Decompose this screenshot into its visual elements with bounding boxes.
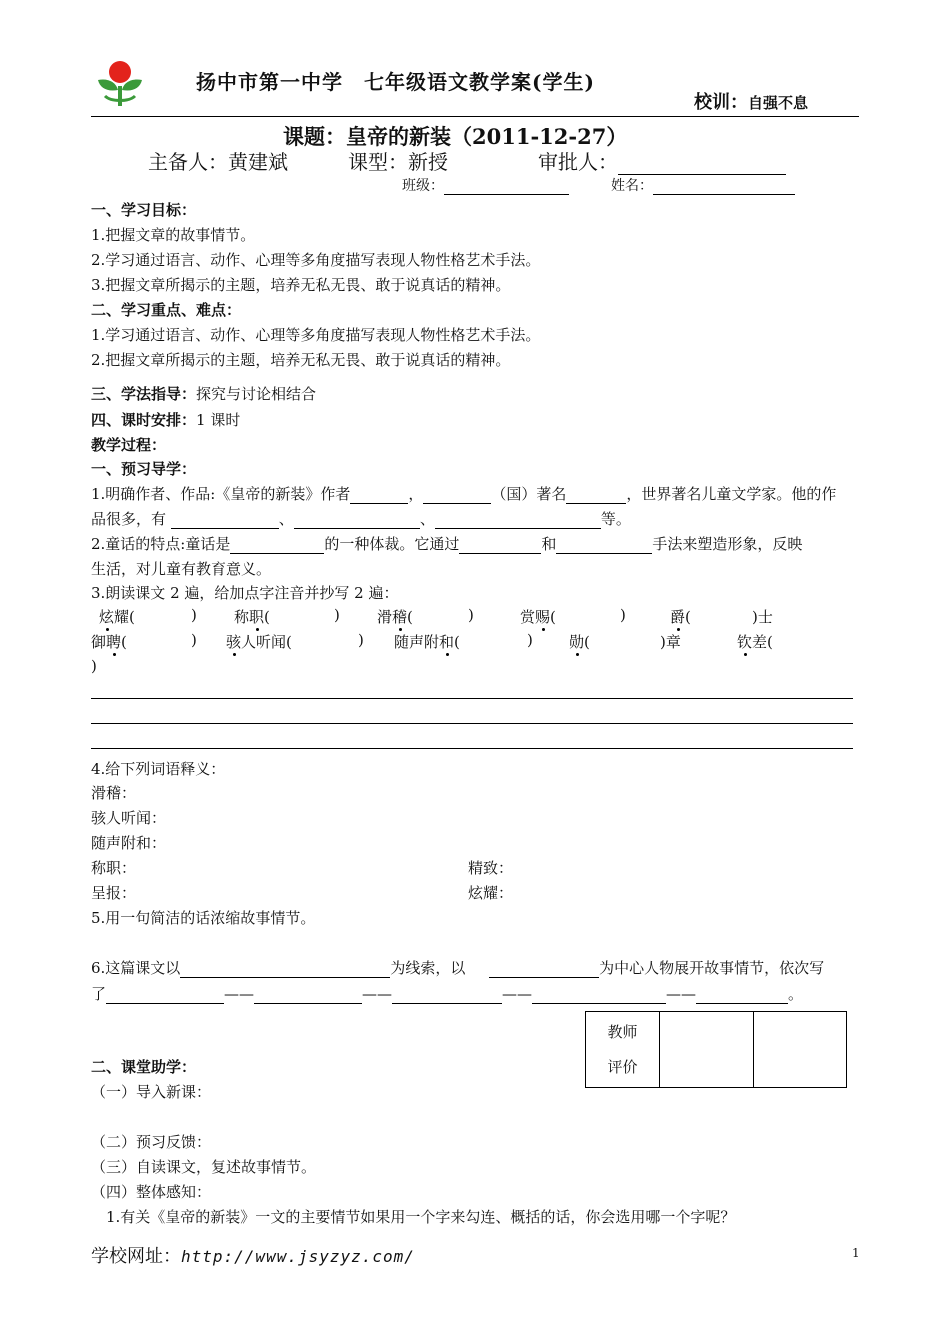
technique-blank-2[interactable] [556, 536, 652, 554]
pinyin-item: 御聘( [91, 633, 127, 651]
teacher-evaluation-table [585, 1011, 847, 1088]
name-label: 姓名： [611, 178, 653, 194]
classroom-item: （三）自读课文，复述故事情节。 [91, 1158, 317, 1176]
schedule-value: 1 课时 [196, 411, 241, 429]
author-blank[interactable] [350, 486, 408, 504]
title-blank[interactable] [566, 486, 626, 504]
copy-line[interactable] [91, 748, 853, 749]
question-2-line-2: 生活，对儿童有教育意义。 [91, 560, 272, 578]
pinyin-close: ) [91, 657, 97, 675]
goals-heading: 一、学习目标： [91, 201, 197, 219]
lesson-title: 课题：皇帝的新装（2011-12-27） [283, 124, 628, 149]
pinyin-item: 称职( [234, 608, 270, 626]
pinyin-close: ) [191, 606, 197, 624]
pinyin-item: 炫耀( [99, 608, 135, 626]
preview-heading: 一、预习导学： [91, 460, 197, 478]
clue-blank[interactable] [180, 960, 390, 978]
class-blank[interactable] [444, 177, 569, 195]
plot-blank[interactable] [392, 986, 502, 1004]
class-field [402, 175, 569, 195]
pinyin-item: 赏赐( [520, 608, 556, 626]
work-blank-3[interactable] [435, 511, 601, 529]
page-number: 1 [852, 1246, 860, 1260]
term: 称职： [91, 859, 137, 877]
character-blank[interactable] [489, 960, 599, 978]
motto-label: 校训： [694, 92, 748, 113]
q1-text: ，世界著名儿童文学家。他的作 [626, 485, 837, 503]
approver-label: 审批人： [538, 150, 618, 174]
approver-blank[interactable] [618, 157, 786, 175]
evaluation-label-cell [586, 1012, 660, 1088]
pinyin-close: ) [468, 606, 474, 624]
term: 骇人听闻： [91, 809, 167, 827]
pinyin-item: 爵( [670, 608, 691, 626]
q2-text: 的一种体裁。它通过 [324, 535, 460, 553]
preparer: 主备人：黄建斌 [148, 150, 288, 174]
pinyin-item: 钦差( [737, 633, 773, 651]
q2-text: 和 [541, 535, 557, 553]
classroom-heading: 二、课堂助学： [91, 1058, 197, 1076]
q6-dash: —— [666, 985, 697, 1003]
question-1-line-2 [91, 508, 631, 529]
q6-text: 为中心人物展开故事情节，依次写 [599, 959, 825, 977]
question-4: 4.给下列词语释义： [91, 760, 226, 778]
classroom-item: （一）导入新课： [91, 1083, 212, 1101]
pinyin-close: ) [358, 631, 364, 649]
q1-sep: 、 [278, 510, 294, 528]
copy-line[interactable] [91, 698, 853, 699]
pinyin-close: ) [191, 631, 197, 649]
process-heading: 教学过程： [91, 436, 167, 454]
plot-blank[interactable] [254, 986, 362, 1004]
copy-line[interactable] [91, 723, 853, 724]
question-3: 3.朗读课文 2 遍，给加点字注音并抄写 2 遍： [91, 584, 399, 602]
work-blank-2[interactable] [294, 511, 420, 529]
header-rule [91, 116, 859, 117]
genre-blank[interactable] [230, 536, 324, 554]
q1-end: 等。 [600, 510, 631, 528]
country-blank[interactable] [423, 486, 491, 504]
term: 随声附和： [91, 834, 167, 852]
school-website-link[interactable]: http://www.jsyzyz.com/ [181, 1247, 415, 1266]
classroom-item: 1.有关《皇帝的新装》一文的主要情节如果用一个字来勾连、概括的话，你会选用哪一个字呢？ [106, 1208, 736, 1226]
school-logo-icon [97, 60, 143, 108]
school-motto [694, 88, 808, 114]
q6-dash: —— [362, 985, 393, 1003]
plot-blank[interactable] [106, 986, 224, 1004]
work-blank-1[interactable] [171, 511, 279, 529]
q6-text: 了 [91, 985, 107, 1003]
keypoint-item: 1.学习通过语言、动作、心理等多角度描写表现人物性格艺术手法。 [91, 326, 541, 344]
pinyin-item: 随声附和( [394, 633, 460, 651]
pinyin-close: ) [334, 606, 340, 624]
term: 呈报： [91, 884, 137, 902]
question-5: 5.用一句简洁的话浓缩故事情节。 [91, 909, 316, 927]
evaluation-label: 教师 [607, 1022, 638, 1041]
footer [91, 1242, 415, 1268]
method-value: 探究与讨论相结合 [196, 385, 317, 403]
pinyin-item: 骇人听闻( [226, 633, 292, 651]
keypoint-item: 2.把握文章所揭示的主题，培养无私无畏、敢于说真话的精神。 [91, 351, 511, 369]
goal-item: 3.把握文章所揭示的主题，培养无私无畏、敢于说真话的精神。 [91, 276, 511, 294]
q6-end: 。 [788, 985, 804, 1003]
motto-value: 自强不息 [748, 94, 809, 112]
question-1-line-1 [91, 483, 836, 504]
pinyin-close: )章 [660, 633, 681, 651]
q6-text: 为线索，以 [390, 959, 466, 977]
name-field [611, 175, 795, 195]
name-blank[interactable] [653, 177, 795, 195]
goal-item: 2.学习通过语言、动作、心理等多角度描写表现人物性格艺术手法。 [91, 251, 541, 269]
classroom-item: （四）整体感知： [91, 1183, 212, 1201]
evaluation-cell[interactable] [660, 1012, 754, 1088]
method-label: 三、学法指导： [91, 385, 197, 403]
pinyin-close: )士 [752, 608, 773, 626]
pinyin-item: 勋( [569, 633, 590, 651]
plot-blank[interactable] [532, 986, 666, 1004]
q6-dash: —— [224, 985, 255, 1003]
q1-text: （国）著名 [491, 485, 567, 503]
technique-blank-1[interactable] [459, 536, 541, 554]
pinyin-item: 滑稽( [377, 608, 413, 626]
keypoints-heading: 二、学习重点、难点： [91, 301, 242, 319]
q1-text: 1.明确作者、作品:《皇帝的新装》作者 [91, 485, 351, 503]
q2-text: 手法来塑造形象，反映 [652, 535, 803, 553]
term: 滑稽： [91, 784, 137, 802]
classroom-item: （二）预习反馈： [91, 1133, 212, 1151]
plot-blank[interactable] [696, 986, 788, 1004]
footer-label: 学校网址： [91, 1246, 181, 1267]
q6-text: 6.这篇课文以 [91, 959, 181, 977]
class-label: 班级： [402, 178, 444, 194]
q6-dash: —— [502, 985, 533, 1003]
schedule-label: 四、课时安排： [91, 411, 197, 429]
question-6-line-1 [91, 957, 824, 978]
question-2-line-1 [91, 533, 802, 554]
lesson-type: 课型：新授 [348, 150, 448, 174]
goal-item: 1.把握文章的故事情节。 [91, 226, 256, 244]
term: 精致： [468, 859, 514, 877]
question-6-line-2 [91, 983, 803, 1004]
pinyin-close: ) [527, 631, 533, 649]
schedule-line [91, 409, 240, 430]
evaluation-cell[interactable] [754, 1012, 847, 1088]
term: 炫耀： [468, 884, 514, 902]
q2-text: 2.童话的特点:童话是 [91, 535, 231, 553]
q1-comma: ， [408, 485, 424, 503]
pinyin-close: ) [620, 606, 626, 624]
approver [538, 146, 786, 175]
method-line [91, 383, 316, 404]
q1-text: 品很多，有 [91, 510, 167, 528]
evaluation-label: 评价 [607, 1057, 638, 1076]
q1-sep: 、 [419, 510, 435, 528]
header-title: 扬中市第一中学 七年级语文教学案(学生) [196, 70, 595, 94]
